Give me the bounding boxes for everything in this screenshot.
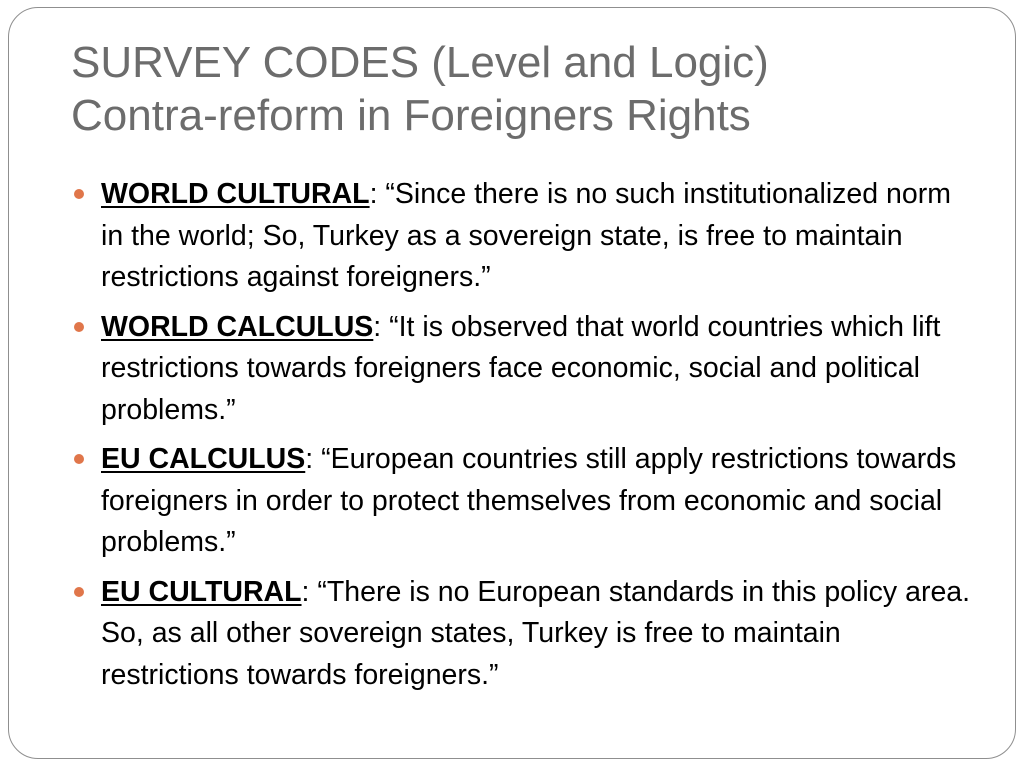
bullet-text: “There is no European standards in this policy area. So, as all other sovereign states, Turkey is free to maintain restrictions towards foreigners.” bbox=[101, 575, 971, 691]
slide-title-line-1: SURVEY CODES (Level and Logic) bbox=[71, 38, 769, 87]
bullet-key: WORLD CULTURAL bbox=[101, 178, 370, 210]
bullet-key: WORLD CALCULUS bbox=[101, 310, 374, 343]
bullet-list bbox=[101, 174, 981, 704]
bullet-item-eu-cultural bbox=[101, 572, 981, 697]
bullet-dot-icon bbox=[74, 587, 84, 597]
bullet-key: EU CULTURAL bbox=[101, 575, 302, 608]
bullet-text: “It is observed that world countries which lift restrictions towards foreigners face economic, social and political problems.” bbox=[101, 310, 941, 426]
bullet-text: “European countries still apply restrictions towards foreigners in order to protect themselves from economic and social problems.” bbox=[101, 443, 957, 558]
bullet-separator: : bbox=[301, 575, 310, 608]
bullet-dot-icon bbox=[74, 322, 84, 332]
slide-title bbox=[71, 36, 991, 142]
bullet-item-world-cultural bbox=[101, 174, 981, 299]
slide-title-line-2: Contra-reform in Foreigners Rights bbox=[71, 91, 751, 140]
bullet-separator: : bbox=[305, 443, 314, 475]
bullet-key: EU CALCULUS bbox=[101, 443, 306, 475]
bullet-dot-icon bbox=[74, 189, 84, 199]
bullet-item-world-calculus bbox=[101, 307, 981, 432]
bullet-dot-icon bbox=[74, 454, 84, 464]
slide-frame bbox=[8, 7, 1016, 759]
bullet-separator: : bbox=[373, 310, 382, 343]
bullet-item-eu-calculus bbox=[101, 439, 981, 564]
bullet-separator: : bbox=[369, 178, 378, 210]
bullet-text: “Since there is no such institutionalized norm in the world; So, Turkey as a sovereign state, is free to maintain restrictions against foreigners.” bbox=[101, 178, 951, 293]
